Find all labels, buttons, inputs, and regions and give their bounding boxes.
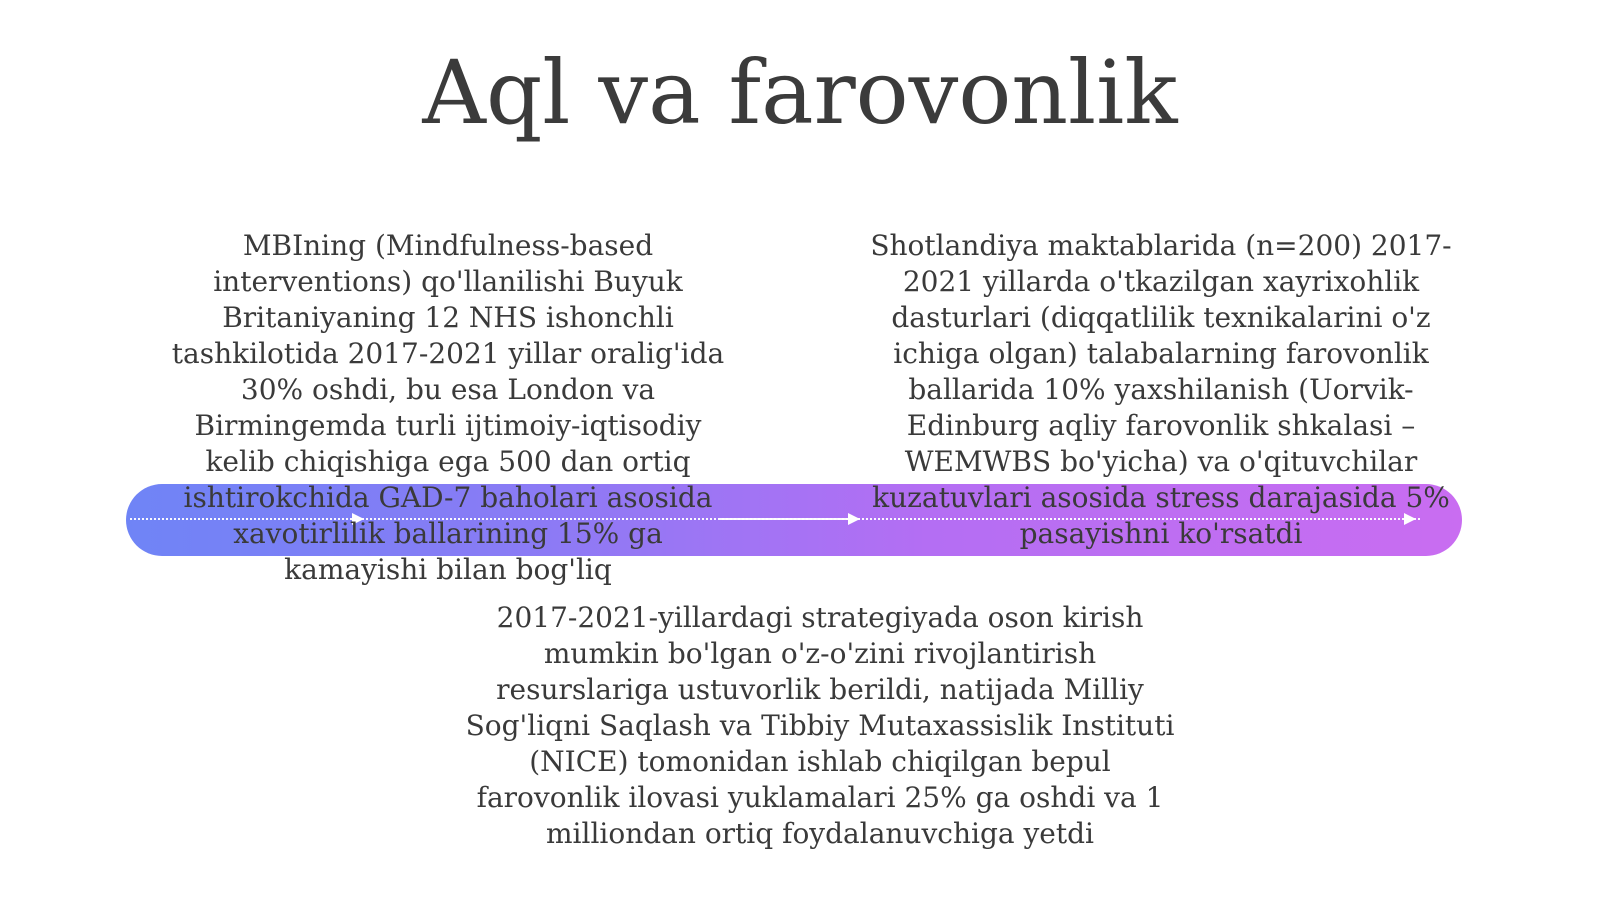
- arrow-right-icon: [848, 513, 860, 525]
- timeline-text-block-right: Shotlandiya maktablarida (n=200) 2017-2021 yillarda o'tkazilgan xayrixohlik dasturlari (diqqatlilik texnikalarini o'z ichiga olgan) talabalarning farovonlik ballarida 10% yaxshilanish (Uorvik-Edinburg aqliy farovonlik shkalasi – WEMWBS bo'yicha) va o'qituvchilar kuzatuvlari asosida stress darajasida 5% pasayishni ko'rsatdi: [870, 229, 1452, 550]
- timeline-text-block-left: MBIning (Mindfulness-based interventions) qo'llanilishi Buyuk Britaniyaning 12 NHS ishonchli tashkilotida 2017-2021 yillar oralig'ida 30% oshdi, bu esa London va Birmingemda turli ijtimoiy-iqtisodiy kelib chiqishiga ega 500 dan ortiq ishtirokchida GAD-7 baholari asosida xavotirlilik ballarining 15% ga kamayishi bilan bog'liq: [171, 229, 725, 586]
- slide-title: Aql va farovonlik: [422, 41, 1178, 144]
- timeline-solid-segment: [720, 518, 850, 520]
- timeline-text-block-bottom: 2017-2021-yillardagi strategiyada oson kirish mumkin bo'lgan o'z-o'zini rivojlantirish resurslariga ustuvorlik berildi, natijada Milliy Sog'liqni Saqlash va Tibbiy Mutaxassislik Instituti (NICE) tomonidan ishlab chiqilgan bepul farovonlik ilovasi yuklamalari 25% ga oshdi va 1 milliondan ortiq foydalanuvchiga yetdi: [465, 601, 1175, 850]
